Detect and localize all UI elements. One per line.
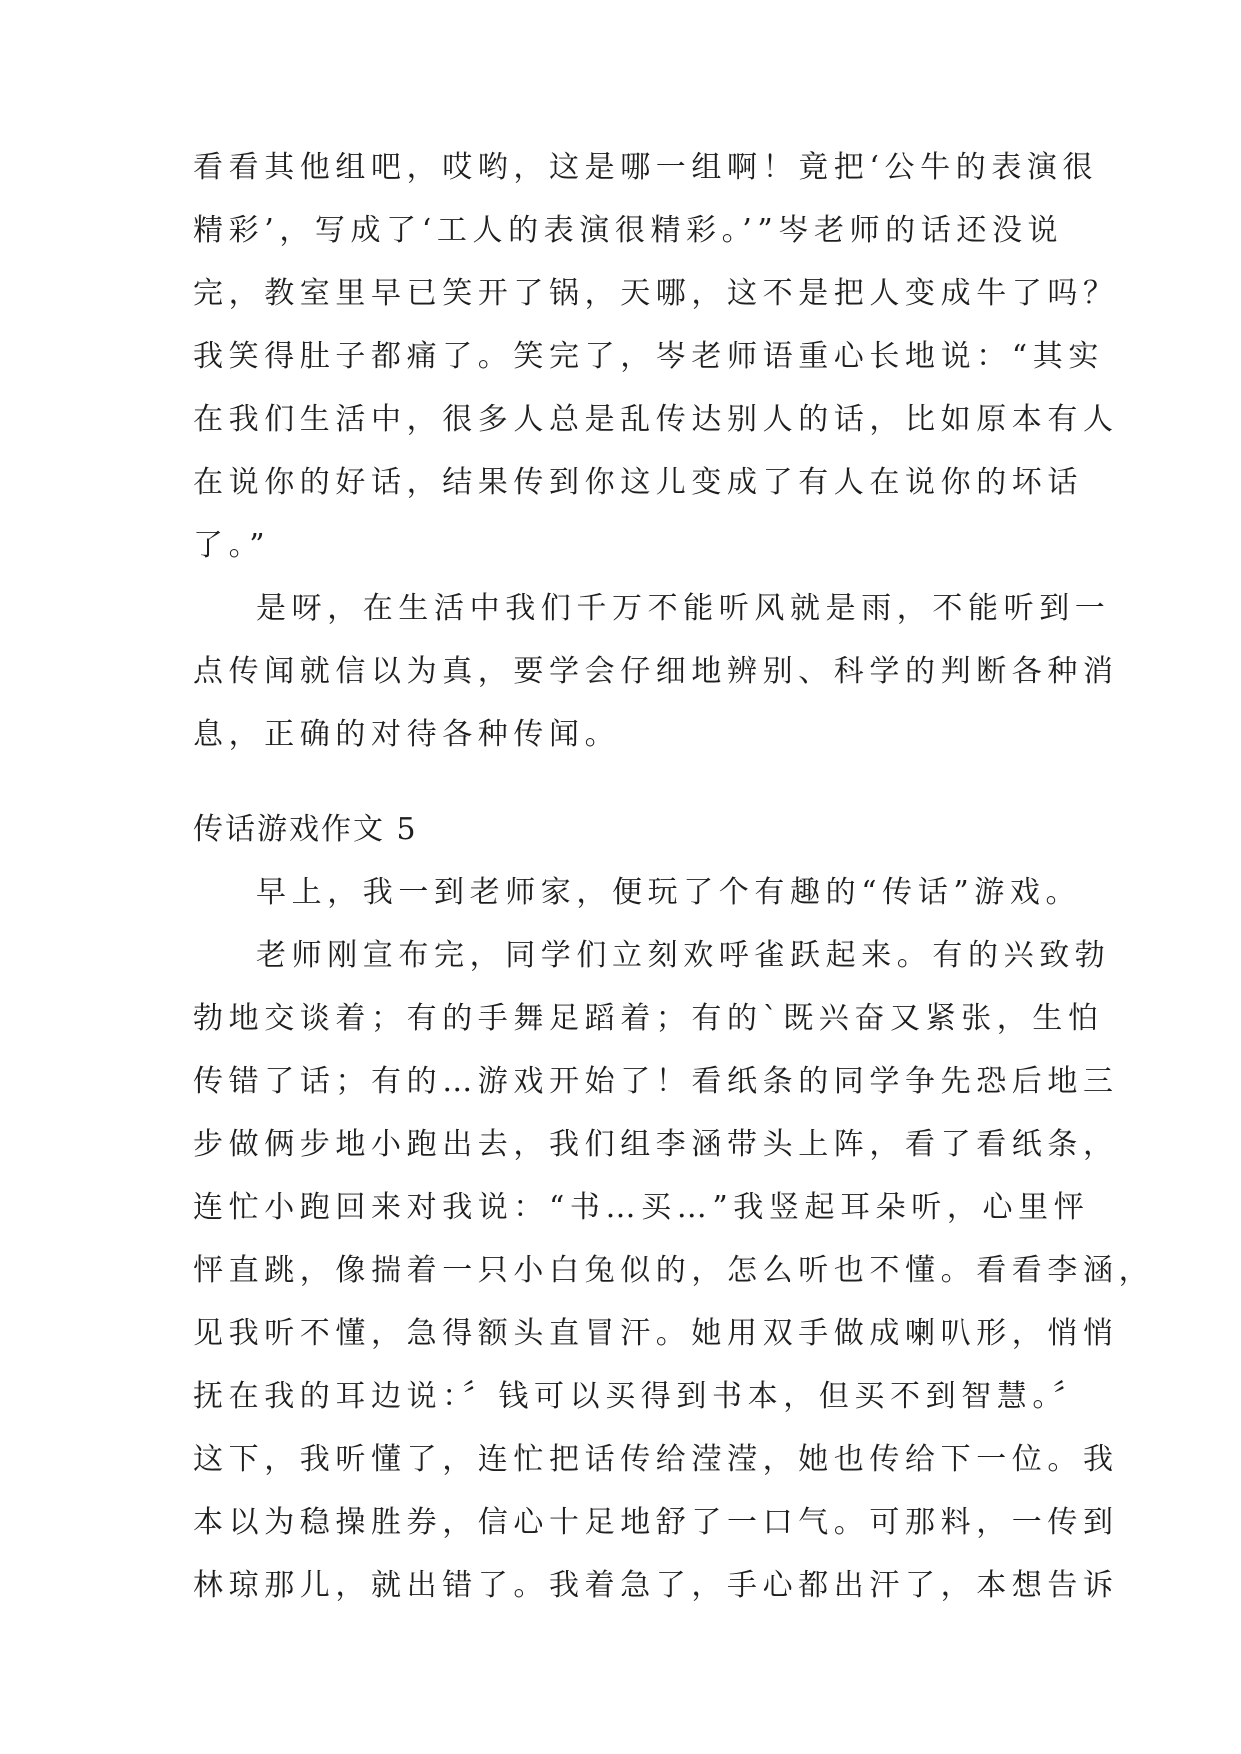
paragraph-1-line-5: 在我们生活中，很多人总是乱传达别人的话，比如原本有人 [193, 402, 1119, 437]
paragraph-1-line-2: 精彩’，写成了‘工人的表演很精彩。’”岑老师的话还没说 [193, 213, 1064, 248]
paragraph-4-line-11: 林琼那儿，就出错了。我着急了，手心都出汗了，本想告诉 [193, 1568, 1119, 1603]
paragraph-2-line-1: 是呀，在生活中我们千万不能听风就是雨，不能听到一 [256, 591, 1111, 626]
paragraph-4-line-1: 老师刚宣布完，同学们立刻欢呼雀跃起来。有的兴致勃 [256, 938, 1111, 973]
paragraph-4-line-4: 步做俩步地小跑出去，我们组李涵带头上阵，看了看纸条， [193, 1127, 1119, 1162]
paragraph-4-line-2: 勃地交谈着；有的手舞足蹈着；有的`既兴奋又紧张，生怕 [193, 1001, 1104, 1036]
section-heading: 传话游戏作文 5 [193, 812, 418, 847]
paragraph-4-line-8: 抚在我的耳边说：〞钱可以买得到书本，但买不到智慧。〞 [193, 1379, 1089, 1414]
paragraph-4-line-9: 这下，我听懂了，连忙把话传给滢滢，她也传给下一位。我 [193, 1442, 1119, 1477]
paragraph-4-line-10: 本以为稳操胜券，信心十足地舒了一口气。可那料，一传到 [193, 1505, 1119, 1540]
paragraph-4-line-5: 连忙小跑回来对我说：“书…买…”我竖起耳朵听，心里怦 [193, 1190, 1090, 1225]
paragraph-1-line-1: 看看其他组吧，哎哟，这是哪一组啊！竟把‘公牛的表演很 [193, 150, 1099, 185]
paragraph-4-line-3: 传错了话；有的…游戏开始了！看纸条的同学争先恐后地三 [193, 1064, 1119, 1099]
paragraph-1-line-4: 我笑得肚子都痛了。笑完了，岑老师语重心长地说：“其实 [193, 339, 1104, 374]
paragraph-1-line-7: 了。” [193, 528, 271, 563]
paragraph-2-line-3: 息，正确的对待各种传闻。 [193, 717, 621, 752]
paragraph-1-line-6: 在说你的好话，结果传到你这儿变成了有人在说你的坏话 [193, 465, 1083, 500]
paragraph-4-line-6: 怦直跳，像揣着一只小白兔似的，怎么听也不懂。看看李涵， [193, 1253, 1155, 1288]
paragraph-2-line-2: 点传闻就信以为真，要学会仔细地辨别、科学的判断各种消 [193, 654, 1119, 689]
paragraph-4-line-7: 见我听不懂，急得额头直冒汗。她用双手做成喇叭形，悄悄 [193, 1316, 1119, 1351]
paragraph-1-line-3: 完，教室里早已笑开了锅，天哪，这不是把人变成牛了吗？ [193, 276, 1119, 311]
paragraph-3-line-1: 早上，我一到老师家，便玩了个有趣的“传话”游戏。 [256, 875, 1082, 910]
